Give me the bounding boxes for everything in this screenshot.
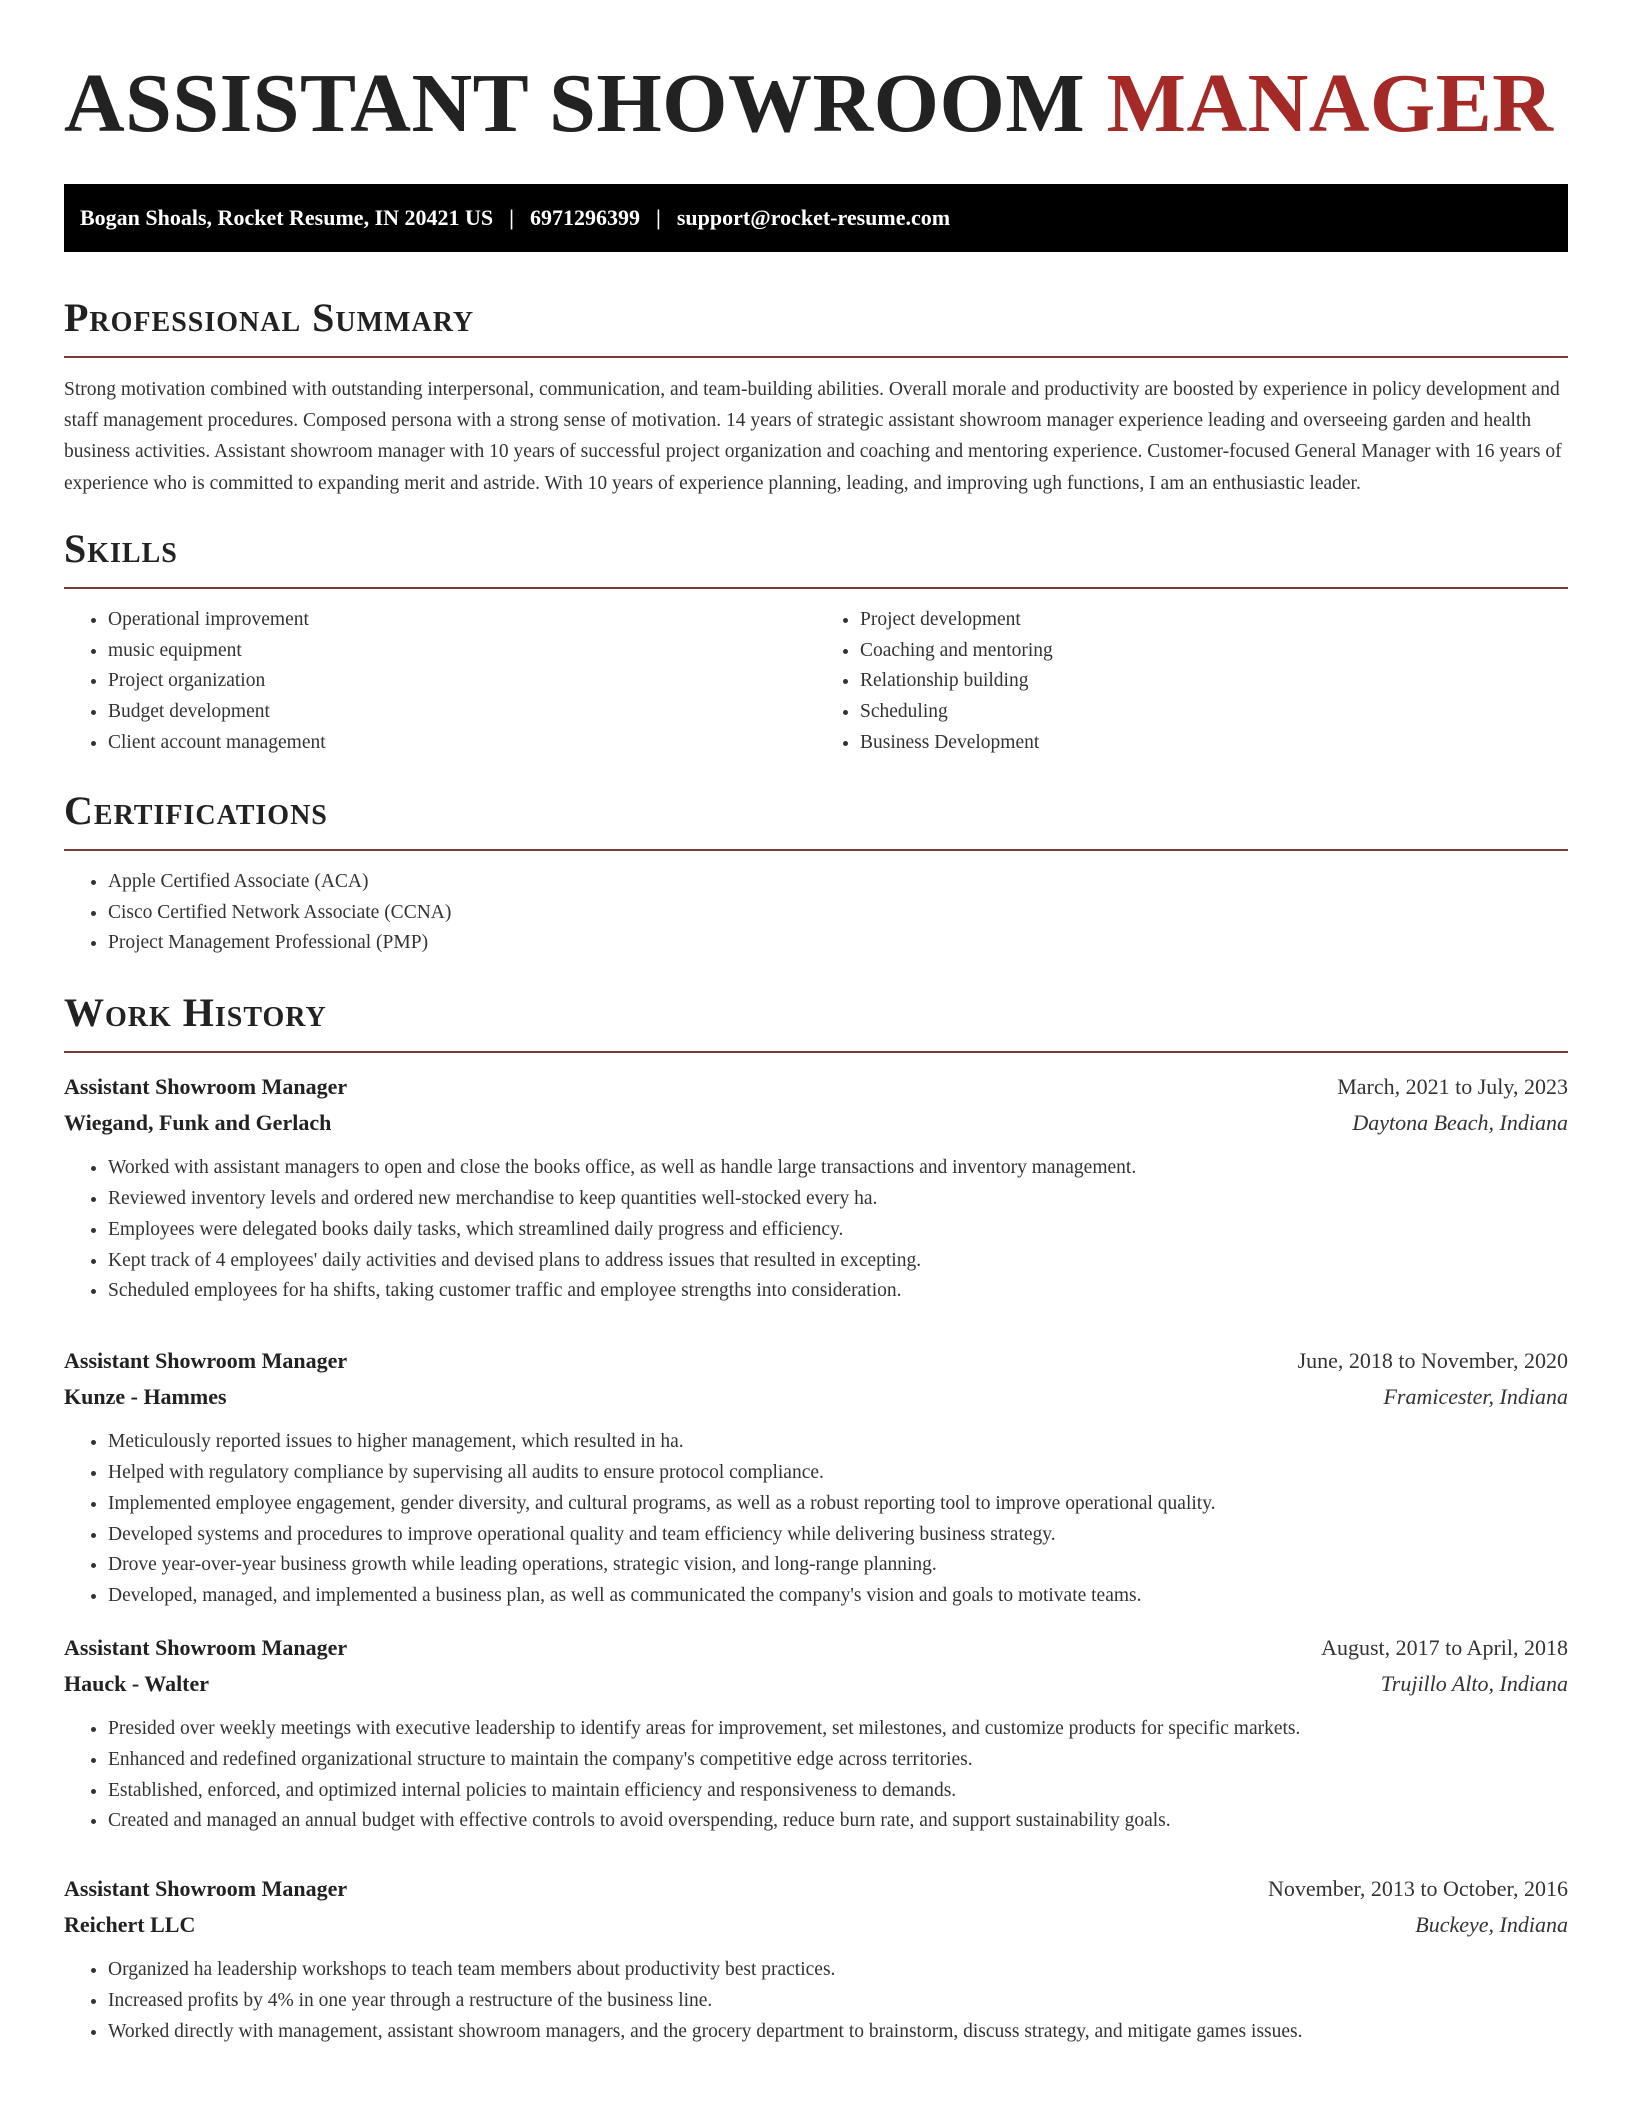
certification-item: • Apple Certified Associate (ACA) bbox=[108, 867, 1568, 898]
summary-text: Strong motivation combined with outstanding interpersonal, communication, and team-building abilities. Overall morale and productivity are boosted by experience in policy development and staff management procedures. Composed persona with a strong sense of motivation. 14 years of strategic assistant showroom manager experience leading and overseeing garden and health business activities. Assistant showroom manager with 10 years of successful project organization and coaching and mentoring experience. Customer-focused General Manager with 16 years of experience who is committed to expanding merit and astride. With 10 years of experience planning, leading, and improving ugh functions, I am an enthusiastic leader. bbox=[64, 379, 1562, 494]
skills-section bbox=[64, 525, 1568, 759]
work-history-section bbox=[64, 989, 1568, 2047]
job-dates: March, 2021 to July, 2023 bbox=[1337, 1074, 1568, 1100]
job-bullets bbox=[64, 1714, 1568, 1837]
job-company: Hauck - Walter bbox=[64, 1670, 210, 1696]
job-bullet: • Meticulously reported issues to higher management, which resulted in ha. bbox=[108, 1427, 1568, 1458]
section-heading: Professional Summary bbox=[64, 295, 475, 340]
skill-item: • Operational improvement bbox=[108, 605, 816, 636]
job-location: Trujillo Alto, Indiana bbox=[1380, 1670, 1568, 1696]
job-bullet: • Established, enforced, and optimized internal policies to maintain efficiency and responsiveness to demands. bbox=[108, 1776, 1568, 1807]
job-header bbox=[64, 1069, 1568, 1105]
job-header bbox=[64, 1630, 1568, 1666]
job-dates: June, 2018 to November, 2020 bbox=[1297, 1348, 1568, 1374]
title-accent: MANAGER bbox=[1106, 57, 1554, 150]
job-bullet: • Developed, managed, and implemented a business plan, as well as communicated the company's vision and goals to motivate teams. bbox=[108, 1581, 1568, 1612]
skill-item: • Relationship building bbox=[860, 666, 1568, 697]
job-bullets bbox=[64, 1153, 1568, 1307]
job-bullet: • Worked directly with management, assistant showroom managers, and the grocery department to brainstorm, discuss strategy, and mitigate games issues. bbox=[108, 2017, 1568, 2048]
section-heading: Work History bbox=[64, 990, 327, 1036]
skill-item: • Project development bbox=[860, 605, 1568, 636]
job-bullets bbox=[64, 1427, 1568, 1612]
certifications-list bbox=[64, 867, 1568, 959]
job-bullet: • Kept track of 4 employees' daily activities and devised plans to address issues that resulted in excepting. bbox=[108, 1246, 1568, 1277]
job-bullet: • Reviewed inventory levels and ordered new merchandise to keep quantities well-stocked every ha. bbox=[108, 1184, 1568, 1215]
job-company: Wiegand, Funk and Gerlach bbox=[64, 1110, 332, 1136]
job-bullet: • Scheduled employees for ha shifts, taking customer traffic and employee strengths into consideration. bbox=[108, 1276, 1568, 1307]
contact-bar bbox=[64, 184, 1568, 252]
job-location: Daytona Beach, Indiana bbox=[1352, 1110, 1568, 1136]
certification-item: • Project Management Professional (PMP) bbox=[108, 928, 1568, 959]
skill-item: • music equipment bbox=[108, 636, 816, 667]
skill-item: • Client account management bbox=[108, 728, 816, 759]
job-entry bbox=[64, 1630, 1568, 1837]
job-subheader bbox=[64, 1666, 1568, 1702]
job-bullet: • Helped with regulatory compliance by supervising all audits to ensure protocol compliance. bbox=[108, 1458, 1568, 1489]
job-bullet: • Enhanced and redefined organizational structure to maintain the company's competitive edge across territories. bbox=[108, 1745, 1568, 1776]
skill-item: • Coaching and mentoring bbox=[860, 636, 1568, 667]
skills-list-left bbox=[64, 605, 816, 759]
job-bullet: • Presided over weekly meetings with executive leadership to identify areas for improvement, set milestones, and customize products for specific markets. bbox=[108, 1714, 1568, 1745]
job-subheader bbox=[64, 1907, 1568, 1943]
skill-item: • Business Development bbox=[860, 728, 1568, 759]
skills-columns bbox=[64, 605, 1568, 759]
contact-phone: 6971296399 bbox=[530, 205, 641, 230]
resume-title bbox=[64, 56, 1568, 152]
summary-section bbox=[64, 294, 1568, 499]
job-bullet: • Organized ha leadership workshops to teach team members about productivity best practices. bbox=[108, 1955, 1568, 1986]
section-divider bbox=[64, 849, 1568, 851]
job-title: Assistant Showroom Manager bbox=[64, 1348, 348, 1374]
job-bullet: • Drove year-over-year business growth while leading operations, strategic vision, and long-range planning. bbox=[108, 1550, 1568, 1581]
job-subheader bbox=[64, 1105, 1568, 1141]
section-heading: Certifications bbox=[64, 787, 328, 833]
job-dates: August, 2017 to April, 2018 bbox=[1321, 1634, 1568, 1660]
job-bullet: • Created and managed an annual budget with effective controls to avoid overspending, reduce burn rate, and support sustainability goals. bbox=[108, 1806, 1568, 1837]
job-entry bbox=[64, 1871, 1568, 2047]
section-divider bbox=[64, 356, 1568, 358]
job-bullet: • Implemented employee engagement, gender diversity, and cultural programs, as well as a robust reporting tool to improve operational quality. bbox=[108, 1489, 1568, 1520]
job-bullet: • Increased profits by 4% in one year through a restructure of the business line. bbox=[108, 1986, 1568, 2017]
certification-item: • Cisco Certified Network Associate (CCNA) bbox=[108, 898, 1568, 929]
skill-item: • Budget development bbox=[108, 697, 816, 728]
job-company: Kunze - Hammes bbox=[64, 1384, 227, 1410]
job-header bbox=[64, 1343, 1568, 1379]
job-location: Framicester, Indiana bbox=[1383, 1384, 1568, 1410]
contact-address: Bogan Shoals, Rocket Resume, IN 20421 US bbox=[80, 205, 494, 230]
job-header bbox=[64, 1871, 1568, 1907]
job-title: Assistant Showroom Manager bbox=[64, 1876, 348, 1902]
job-bullet: • Developed systems and procedures to improve operational quality and team efficiency while delivering business strategy. bbox=[108, 1520, 1568, 1551]
certifications-section bbox=[64, 787, 1568, 959]
job-bullet: • Worked with assistant managers to open and close the books office, as well as handle large transactions and inventory management. bbox=[108, 1153, 1568, 1184]
section-divider bbox=[64, 1051, 1568, 1053]
job-subheader bbox=[64, 1379, 1568, 1415]
skills-list-right bbox=[816, 605, 1568, 759]
resume-page bbox=[64, 0, 1568, 2048]
job-entry bbox=[64, 1343, 1568, 1612]
contact-separator: | bbox=[656, 205, 661, 230]
skill-item: • Scheduling bbox=[860, 697, 1568, 728]
job-location: Buckeye, Indiana bbox=[1415, 1912, 1568, 1938]
job-bullets bbox=[64, 1955, 1568, 2047]
contact-email: support@rocket-resume.com bbox=[676, 205, 951, 230]
section-divider bbox=[64, 587, 1568, 589]
title-main: ASSISTANT SHOWROOM bbox=[64, 57, 1086, 150]
job-title: Assistant Showroom Manager bbox=[64, 1634, 348, 1660]
job-entry bbox=[64, 1069, 1568, 1307]
section-heading: Skills bbox=[64, 525, 178, 571]
job-company: Reichert LLC bbox=[64, 1912, 196, 1938]
contact-separator: | bbox=[509, 205, 515, 230]
job-bullet: • Employees were delegated books daily tasks, which streamlined daily progress and efficiency. bbox=[108, 1215, 1568, 1246]
job-title: Assistant Showroom Manager bbox=[64, 1074, 348, 1100]
job-dates: November, 2013 to October, 2016 bbox=[1267, 1876, 1568, 1902]
skill-item: • Project organization bbox=[108, 666, 816, 697]
